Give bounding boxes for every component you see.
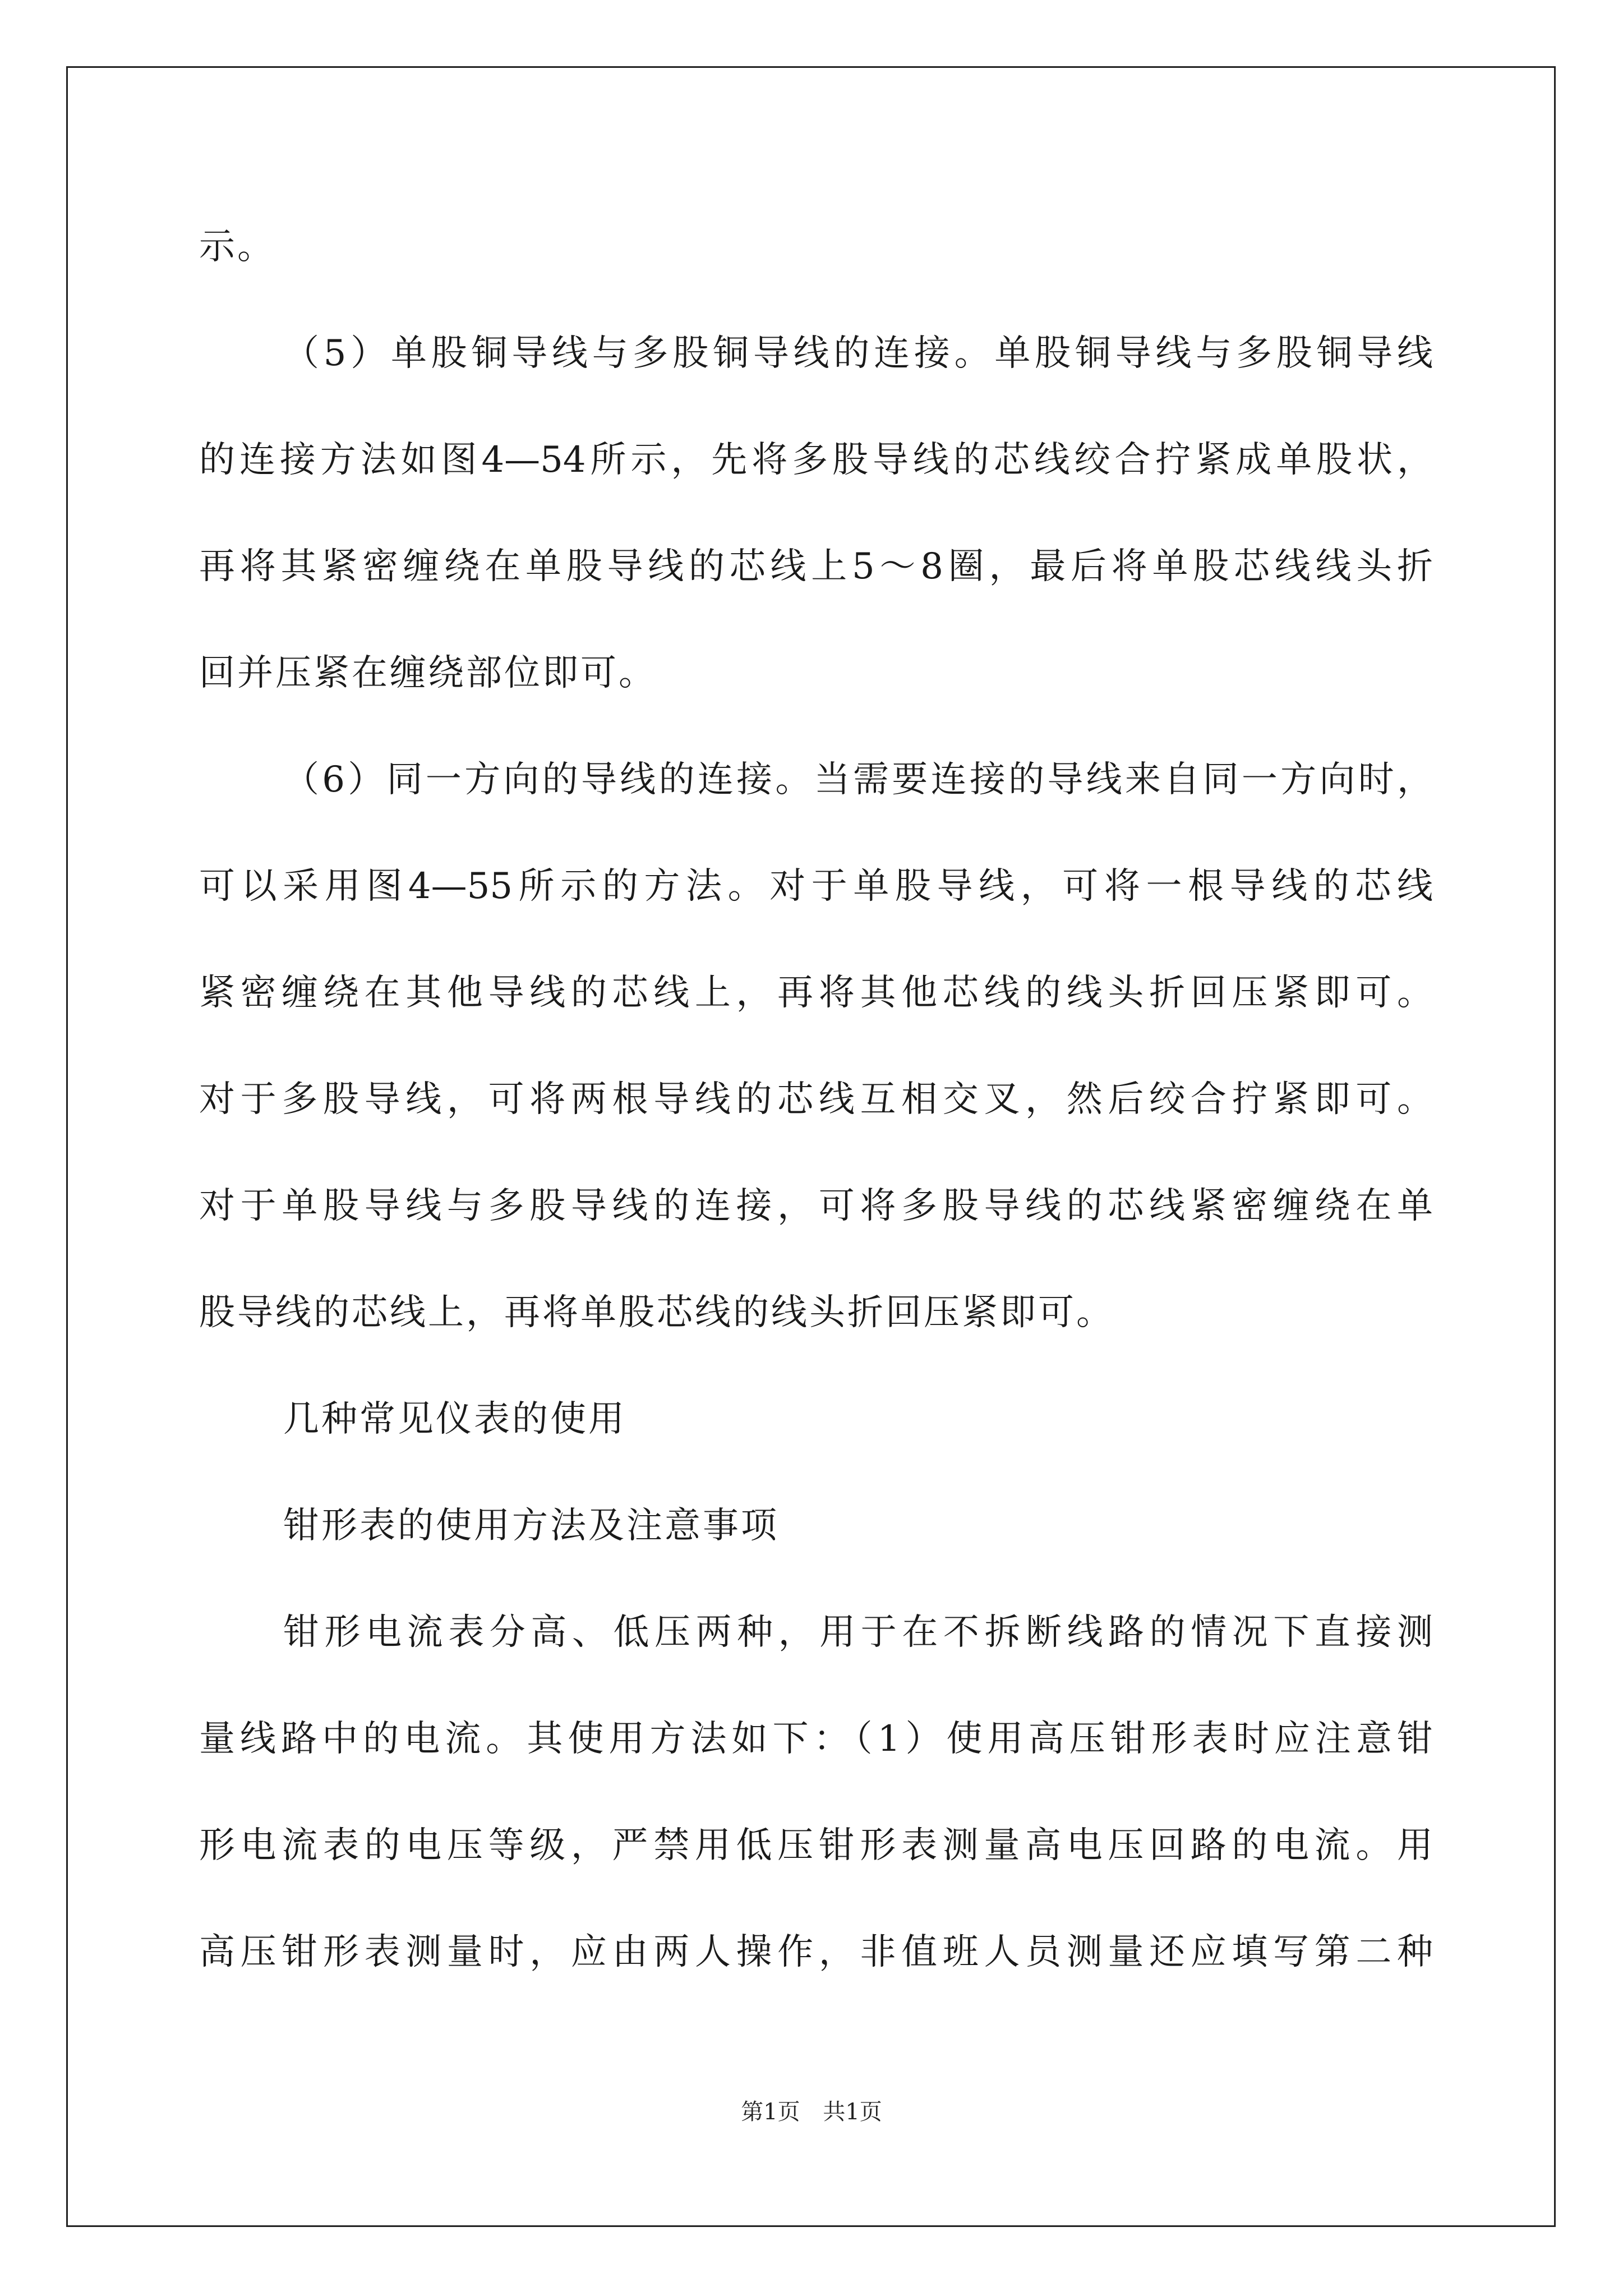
text-line: 的连接方法如图4—54所示，先将多股导线的芯线绞合拧紧成单股状， [199,439,1433,481]
section-heading: 几种常见仪表的使用 [283,1398,626,1440]
text-line: 高压钳形表测量时，应由两人操作，非值班人员测量还应填写第二种 [199,1931,1433,1973]
page-border [66,66,1556,2227]
text-line: 对于单股导线与多股导线的连接，可将多股导线的芯线紧密缠绕在单 [199,1185,1433,1227]
text-line: 示。 [199,226,275,268]
page-footer [0,2098,1623,2126]
page-number: 第1页 [741,2099,800,2125]
text-line: 形电流表的电压等级，严禁用低压钳形表测量高电压回路的电流。用 [199,1825,1433,1866]
page-total: 共1页 [823,2099,882,2125]
text-line: 再将其紧密缠绕在单股导线的芯线上5～8圈，最后将单股芯线线头折 [199,546,1433,587]
paragraph-start: 钳形电流表分高、低压两种，用于在不拆断线路的情况下直接测 [283,1612,1433,1653]
text-line: 紧密缠绕在其他导线的芯线上，再将其他芯线的线头折回压紧即可。 [199,972,1433,1014]
section-subheading: 钳形表的使用方法及注意事项 [283,1505,779,1547]
text-line: 可以采用图4—55所示的方法。对于单股导线，可将一根导线的芯线 [199,866,1433,907]
text-line: 回并压紧在缠绕部位即可。 [199,652,657,694]
paragraph-start: （5）单股铜导线与多股铜导线的连接。单股铜导线与多股铜导线 [283,333,1433,374]
paragraph-start: （6）同一方向的导线的连接。当需要连接的导线来自同一方向时， [283,759,1433,800]
text-line: 量线路中的电流。其使用方法如下：（1）使用高压钳形表时应注意钳 [199,1718,1433,1760]
text-line: 股导线的芯线上，再将单股芯线的线头折回压紧即可。 [199,1292,1114,1333]
text-line: 对于多股导线，可将两根导线的芯线互相交叉，然后绞合拧紧即可。 [199,1079,1433,1120]
